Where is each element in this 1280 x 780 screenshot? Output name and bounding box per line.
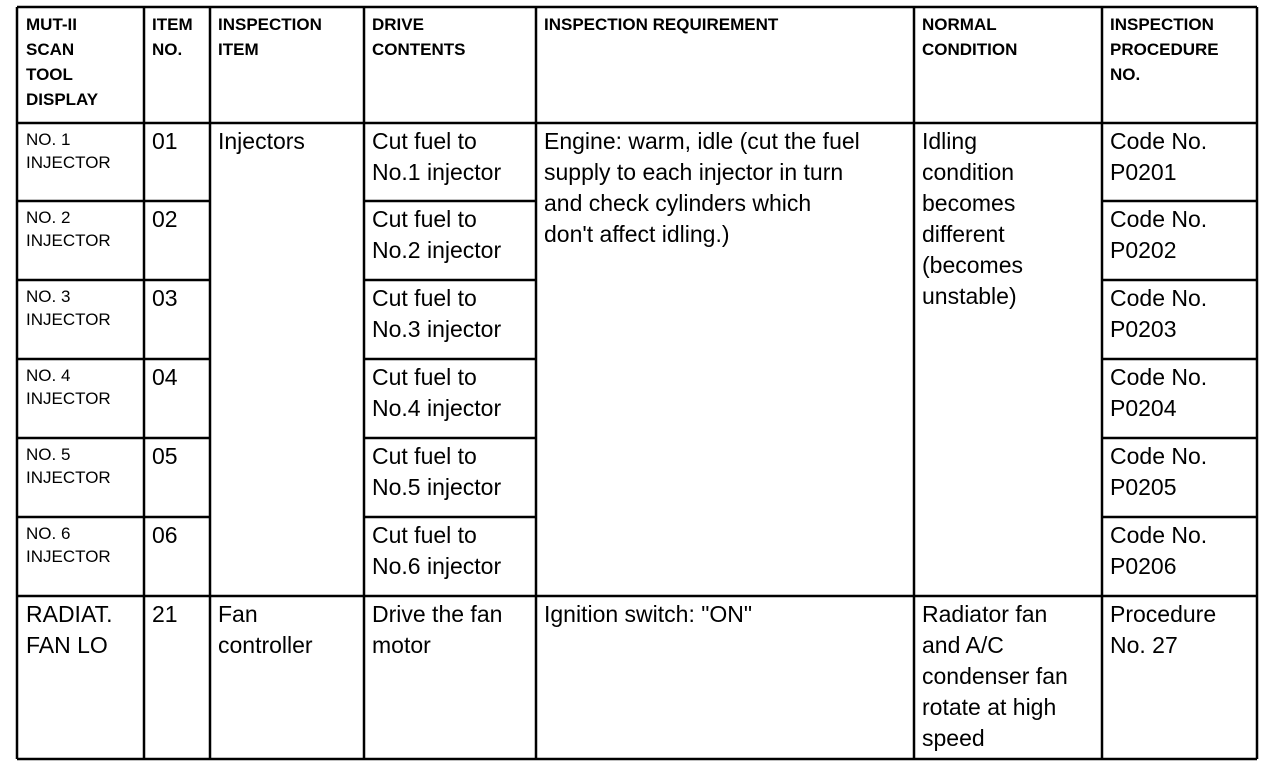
- header-inspection-item: INSPECTION ITEM: [218, 15, 322, 59]
- header-procedure-no: INSPECTION PROCEDURE NO.: [1110, 15, 1219, 84]
- header-drive-contents: DRIVE CONTENTS: [372, 15, 466, 59]
- table-cell-procedure-fan: Procedure No. 27: [1110, 601, 1217, 658]
- table-cell-item-no-6: 06: [152, 522, 178, 548]
- table-cell-procedure-3: Code No. P0203: [1110, 285, 1208, 342]
- table-cell-display-1: NO. 1 INJECTOR: [26, 130, 111, 172]
- table-cell-item-no-4: 04: [152, 364, 178, 390]
- table-cell-drive-5: Cut fuel to No.5 injector: [372, 443, 502, 500]
- table-cell-drive-fan: Drive the fan motor: [372, 601, 503, 658]
- table-cell-display-5: NO. 5 INJECTOR: [26, 445, 111, 487]
- table-cell-inspection-item-injectors: Injectors: [218, 128, 305, 154]
- table-cell-drive-3: Cut fuel to No.3 injector: [372, 285, 502, 342]
- header-item-no: ITEM NO.: [152, 15, 193, 59]
- table-cell-item-no-3: 03: [152, 285, 178, 311]
- table-cell-drive-2: Cut fuel to No.2 injector: [372, 206, 502, 263]
- header-display: MUT-II SCAN TOOL DISPLAY: [26, 15, 99, 109]
- table-cell-display-3: NO. 3 INJECTOR: [26, 287, 111, 329]
- table-cell-procedure-1: Code No. P0201: [1110, 128, 1208, 185]
- table-cell-item-no-5: 05: [152, 443, 178, 469]
- table-cell-procedure-6: Code No. P0206: [1110, 522, 1208, 579]
- table-cell-normal-injectors: Idling condition becomes different (becomes unstable): [922, 128, 1023, 309]
- table-cell-display-4: NO. 4 INJECTOR: [26, 366, 111, 408]
- table-cell-display-fan: RADIAT. FAN LO: [26, 601, 113, 658]
- header-normal-condition: NORMAL CONDITION: [922, 15, 1018, 59]
- table-cell-procedure-2: Code No. P0202: [1110, 206, 1208, 263]
- table-cell-drive-4: Cut fuel to No.4 injector: [372, 364, 502, 421]
- table-cell-procedure-4: Code No. P0204: [1110, 364, 1208, 421]
- table-cell-item-no-1: 01: [152, 128, 178, 154]
- table-cell-requirement-injectors: Engine: warm, idle (cut the fuel supply to each injector in turn and check cylinders which don't affect idling.): [544, 128, 860, 247]
- table-cell-inspection-item-fan: Fan controller: [218, 601, 313, 658]
- table-cell-item-no-2: 02: [152, 206, 178, 232]
- table-cell-drive-6: Cut fuel to No.6 injector: [372, 522, 502, 579]
- table-cell-display-6: NO. 6 INJECTOR: [26, 524, 111, 566]
- table-cell-display-2: NO. 2 INJECTOR: [26, 208, 111, 250]
- table-cell-procedure-5: Code No. P0205: [1110, 443, 1208, 500]
- table-cell-requirement-fan: Ignition switch: "ON": [544, 601, 753, 627]
- table-cell-normal-fan: Radiator fan and A/C condenser fan rotate at high speed: [922, 601, 1068, 751]
- table-cell-drive-1: Cut fuel to No.1 injector: [372, 128, 502, 185]
- header-inspection-requirement: INSPECTION REQUIREMENT: [544, 15, 779, 34]
- table-cell-item-no-fan: 21: [152, 601, 178, 627]
